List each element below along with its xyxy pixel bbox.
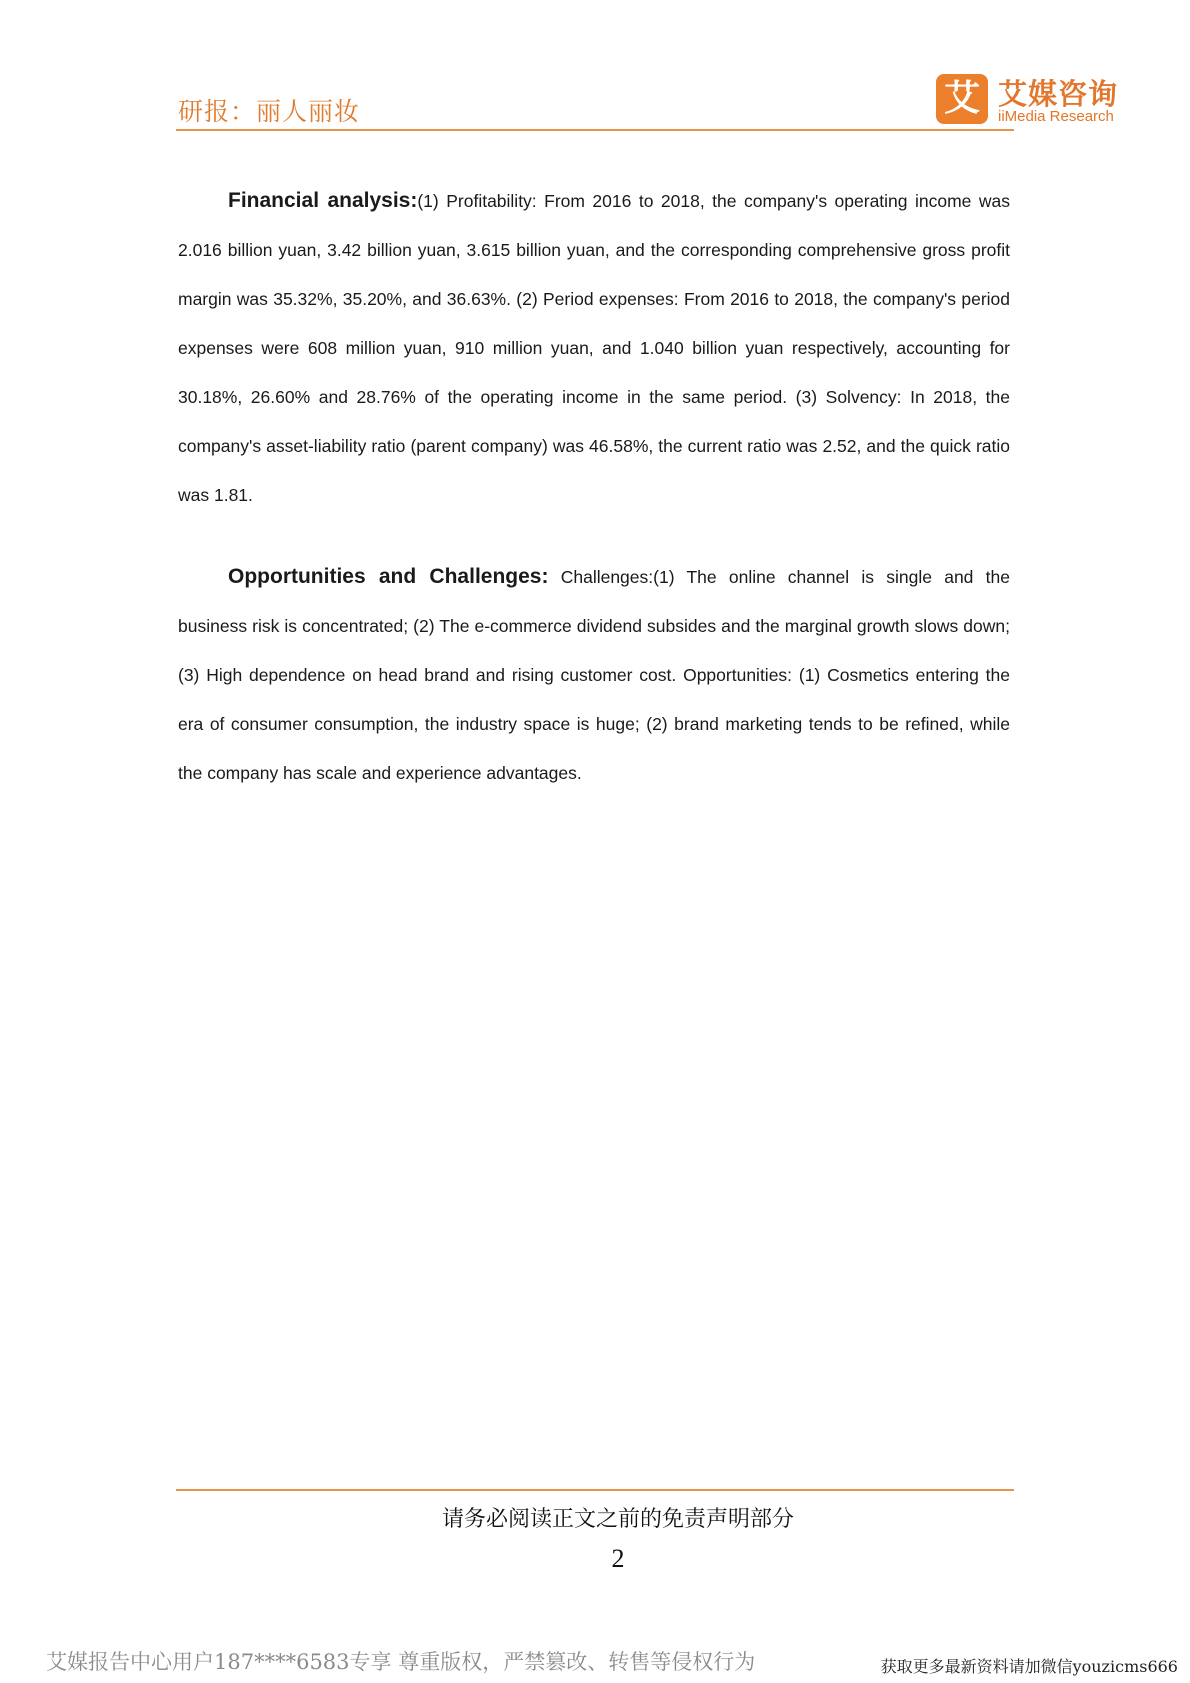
- opportunities-challenges-paragraph: [178, 552, 1010, 798]
- opportunities-challenges-text: Challenges:(1) The online channel is single and the business risk is concentrated; (2) The e-commerce dividend subsides and the marginal growth slows down; (3) High dependence on head brand and rising customer cost. Opportunities: (1) Cosmetics entering the era of consumer consumption, the industry space is huge; (2) brand marketing tends to be refined, while the company has scale and experience advantages.: [178, 567, 1010, 783]
- financial-analysis-section: [178, 176, 1010, 520]
- opportunities-challenges-section: [178, 552, 1010, 798]
- report-title: 研报：丽人丽妆: [178, 97, 361, 126]
- footer-divider: [176, 1489, 1014, 1491]
- financial-analysis-paragraph: [178, 176, 1010, 520]
- opportunities-challenges-heading: Opportunities and Challenges:: [228, 565, 549, 588]
- disclaimer-notice: 请务必阅读正文之前的免责声明部分: [441, 1507, 794, 1532]
- financial-analysis-text: (1) Profitability: From 2016 to 2018, the company's operating income was 2.016 billion yuan, 3.42 billion yuan, 3.615 billion yuan, and the corresponding comprehensive gross profit margin was 35.32%, 35.20%, and 36.63%. (2) Period expenses: From 2016 to 2018, the company's period expenses were 608 million yuan, 910 million yuan, and 1.040 billion yuan respectively, accounting for 30.18%, 26.60% and 28.76% of the operating income in the same period. (3) Solvency: In 2018, the company's asset-liability ratio (parent company) was 46.58%, the current ratio was 2.52, and the quick ratio was 1.81.: [178, 191, 1010, 505]
- logo-chinese-name: 艾媒咨询: [998, 77, 1119, 111]
- logo-mark-icon: 艾: [936, 74, 988, 124]
- wechat-watermark: 获取更多最新资料请加微信youzicms666: [880, 1657, 1178, 1676]
- copyright-watermark: 艾媒报告中心用户187****6583专享 尊重版权，严禁篡改、转售等侵权行为: [46, 1650, 756, 1674]
- iimedia-logo: [936, 72, 1120, 128]
- header-divider: [176, 129, 1014, 131]
- financial-analysis-heading: Financial analysis:: [228, 189, 418, 212]
- page-number: 2: [611, 1544, 625, 1573]
- logo-english-name: iiMedia Research: [998, 108, 1114, 125]
